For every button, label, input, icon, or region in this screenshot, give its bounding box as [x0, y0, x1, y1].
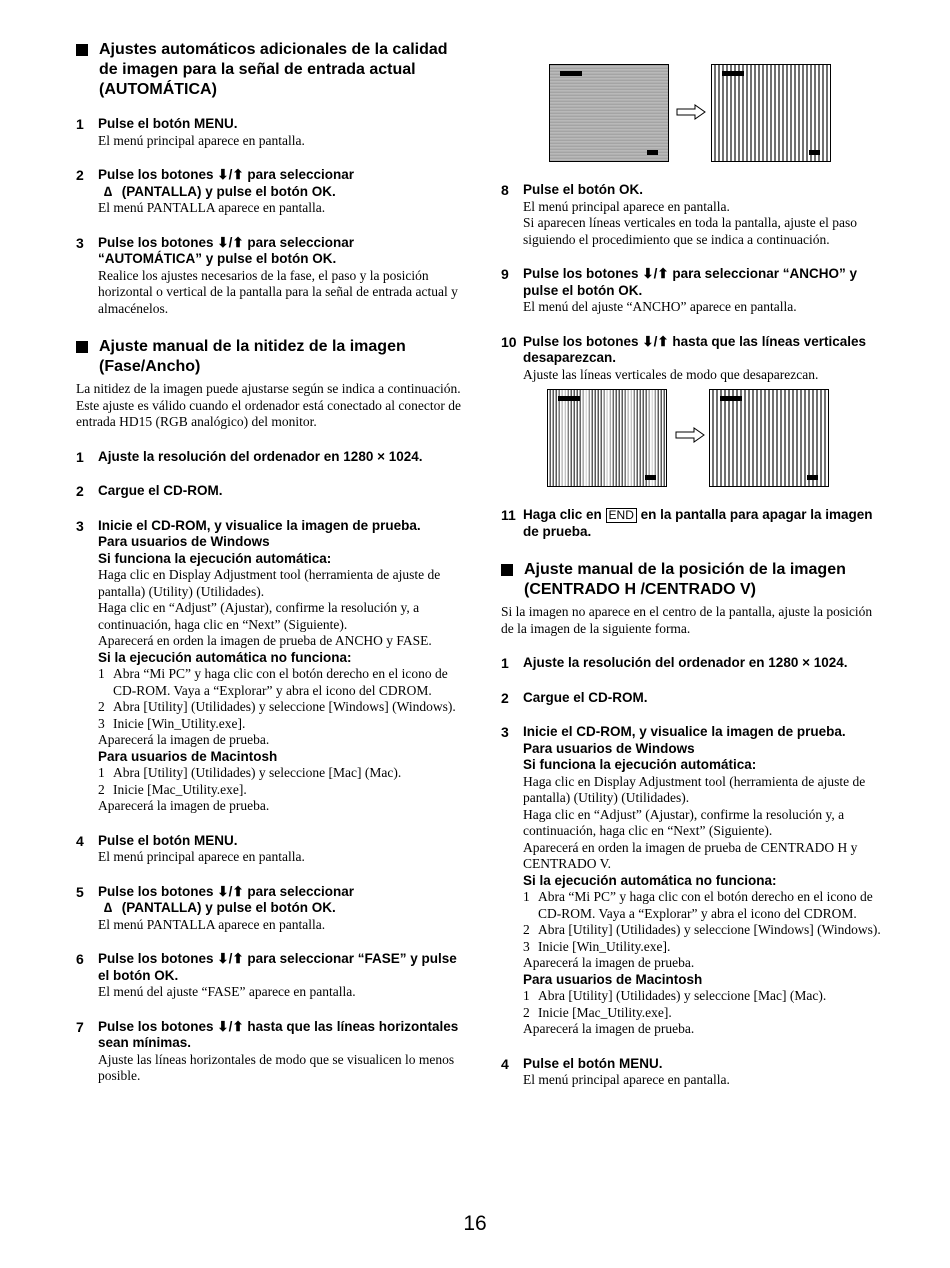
- section-heading-fase-ancho: Ajuste manual de la nitidez de la imagen (Fase/Ancho): [76, 337, 461, 377]
- step-item: 3 Inicie el CD-ROM, y visualice la imagen de prueba. Para usuarios de Windows Si funciona la ejecución automática: Haga clic en Display Adjustment tool (herramienta de ajuste de pantalla) (Utility) (Utilidades). Haga clic en “Adjust” (Ajustar), confirme la resolución y, a continuación, haga clic en “Next” (Siguiente). Aparecerá en orden la imagen de prueba de ANCHO y FASE. Si la ejecución automática no funciona: 1 Abra “Mi PC” y haga clic con el botón derecho en el icono de CD-ROM. Vaya a “Explorar” y abra el icono del CDROM. 2 Abra [Utility] (Utilidades) y seleccione [Windows] (Windows). 3 Inicie [Win_Utility.exe]. Aparecerá la imagen de prueba. Para usuarios de Macintosh 1 Abra [Utility] (Utilidades) y seleccione [Mac] (Mac). 2 Inicie [Mac_Utility.exe]. Aparecerá la imagen de prueba.: [76, 518, 461, 815]
- step-item: 7 Pulse los botones ⬇/⬆ hasta que las líneas horizontales sean mínimas. Ajuste las líneas horizontales de modo que se visualicen lo menos posible.: [76, 1018, 459, 1083]
- bullet-square-icon: [501, 564, 513, 576]
- step-item: 2 Pulse los botones ⬇/⬆ para seleccionar ∆ (PANTALLA) y pulse el botón OK. El menú PANTALLA aparece en pantalla.: [76, 167, 354, 215]
- list-item: 2 Abra [Utility] (Utilidades) y seleccione [Windows] (Windows).: [523, 922, 881, 937]
- down-up-arrows-icon: ⬇/⬆: [217, 951, 244, 966]
- step-item: 9 Pulse los botones ⬇/⬆ para seleccionar “ANCHO” y pulse el botón OK. El menú del ajuste “ANCHO” aparece en pantalla.: [501, 266, 857, 314]
- list-item: 1 Abra “Mi PC” y haga clic con el botón derecho en el icono de CD-ROM. Vaya a “Explorar” y abra el icono del CDROM.: [98, 666, 448, 698]
- left-column: [76, 40, 461, 1085]
- down-up-arrows-icon: ⬇/⬆: [217, 167, 244, 182]
- down-up-arrows-icon: ⬇/⬆: [642, 333, 669, 349]
- list-item: 1 Abra [Utility] (Utilidades) y seleccione [Mac] (Mac).: [98, 765, 402, 780]
- end-key: END: [606, 508, 637, 523]
- list-item: 1 Abra “Mi PC” y haga clic con el botón derecho en el icono de CD-ROM. Vaya a “Explorar” y abra el icono del CDROM.: [523, 889, 873, 921]
- end-button-mark: [809, 150, 820, 155]
- down-up-arrows-icon: ⬇/⬆: [642, 266, 669, 281]
- step-item: 3 Pulse los botones ⬇/⬆ para seleccionar “AUTOMÁTICA” y pulse el botón OK. Realice los ajustes necesarios de la fase, el paso y la posición horizontal o vertical de la pantalla para la señal de entrada actual y almacénelos.: [76, 234, 458, 316]
- test-pattern-label: [558, 396, 580, 401]
- test-pattern-label: [720, 396, 742, 401]
- right-arrow-icon: [675, 427, 705, 443]
- end-button-mark: [647, 150, 658, 155]
- step-item: 8 Pulse el botón OK. El menú principal aparece en pantalla. Si aparecen líneas verticales en toda la pantalla, ajuste el paso siguiendo el procedimiento que se indica a continuación.: [501, 182, 857, 247]
- test-image-pair-phase: [501, 62, 886, 164]
- test-image-before: [549, 64, 669, 162]
- section-intro: La nitidez de la imagen puede ajustarse según se indica a continuación. Este ajuste es válido cuando el ordenador está conectado al conector de entrada HD15 (RGB analógico) del monitor.: [76, 381, 461, 429]
- end-button-mark: [645, 475, 656, 480]
- test-image-pair-pitch: [501, 389, 886, 491]
- bullet-square-icon: [76, 341, 88, 353]
- test-pattern-label: [560, 71, 582, 76]
- page-number: 16: [463, 1212, 487, 1235]
- display-icon: ∆: [103, 183, 113, 199]
- list-item: 1 Abra [Utility] (Utilidades) y seleccione [Mac] (Mac).: [523, 988, 827, 1003]
- step-item: 5 Pulse los botones ⬇/⬆ para seleccionar ∆ (PANTALLA) y pulse el botón OK. El menú PANTALLA aparece en pantalla.: [76, 883, 354, 932]
- step-item: 2 Cargue el CD-ROM.: [501, 689, 648, 706]
- down-up-arrows-icon: ⬇/⬆: [217, 883, 244, 899]
- list-item: 3 Inicie [Win_Utility.exe].: [523, 938, 671, 954]
- display-icon: ∆: [103, 900, 113, 915]
- end-button-mark: [807, 475, 818, 480]
- bullet-square-icon: [76, 44, 88, 56]
- right-column: [501, 62, 886, 1089]
- step-item: 4 Pulse el botón MENU. El menú principal aparece en pantalla.: [501, 1055, 730, 1087]
- down-up-arrows-icon: ⬇/⬆: [217, 1018, 244, 1034]
- list-item: 3 Inicie [Win_Utility.exe].: [98, 715, 246, 731]
- step-item: 11 Haga clic en END en la pantalla para apagar la imagen de prueba.: [501, 507, 873, 539]
- test-pattern-label: [722, 71, 744, 76]
- step-item: 1 Ajuste la resolución del ordenador en 1280 × 1024.: [501, 655, 848, 671]
- test-image-before: [547, 389, 667, 487]
- list-item: 2 Inicie [Mac_Utility.exe].: [523, 1004, 672, 1020]
- test-image-after: [711, 64, 831, 162]
- right-arrow-icon: [676, 104, 706, 120]
- step-item: 4 Pulse el botón MENU. El menú principal aparece en pantalla.: [76, 832, 305, 864]
- list-item: 2 Abra [Utility] (Utilidades) y seleccione [Windows] (Windows).: [98, 699, 456, 714]
- step-item: 1 Pulse el botón MENU. El menú principal aparece en pantalla.: [76, 116, 305, 148]
- step-item: 3 Inicie el CD-ROM, y visualice la imagen de prueba. Para usuarios de Windows Si funciona la ejecución automática: Haga clic en Display Adjustment tool (herramienta de ajuste de pantalla) (Utility) (Utilidades). Haga clic en “Adjust” (Ajustar), confirme la resolución y, a continuación, haga clic en “Next” (Siguiente). Aparecerá en orden la imagen de prueba de CENTRADO H y CENTRADO V. Si la ejecución automática no funciona: 1 Abra “Mi PC” y haga clic con el botón derecho en el icono de CD-ROM. Vaya a “Explorar” y abra el icono del CDROM. 2 Abra [Utility] (Utilidades) y seleccione [Windows] (Windows). 3 Inicie [Win_Utility.exe]. Aparecerá la imagen de prueba. Para usuarios de Macintosh 1 Abra [Utility] (Utilidades) y seleccione [Mac] (Mac). 2 Inicie [Mac_Utility.exe]. Aparecerá la imagen de prueba.: [501, 724, 886, 1038]
- step-item: 6 Pulse los botones ⬇/⬆ para seleccionar “FASE” y pulse el botón OK. El menú del ajuste “FASE” aparece en pantalla.: [76, 951, 457, 999]
- section-intro: Si la imagen no aparece en el centro de la pantalla, ajuste la posición de la imagen de la siguiente forma.: [501, 604, 873, 636]
- step-item: 2 Cargue el CD-ROM.: [76, 483, 223, 499]
- list-item: 2 Inicie [Mac_Utility.exe].: [98, 781, 247, 797]
- test-image-after: [709, 389, 829, 487]
- down-up-arrows-icon: ⬇/⬆: [217, 234, 244, 250]
- section-heading-centrado: Ajuste manual de la posición de la imagen (CENTRADO H /CENTRADO V): [501, 560, 886, 600]
- section-heading-automatica: Ajustes automáticos adicionales de la calidad de imagen para la señal de entrada actual (AUTOMÁTICA): [76, 40, 461, 100]
- step-item: 10 Pulse los botones ⬇/⬆ hasta que las líneas verticales desaparezcan. Ajuste las líneas verticales de modo que desaparezcan.: [501, 333, 867, 382]
- step-item: 1 Ajuste la resolución del ordenador en 1280 × 1024.: [76, 448, 423, 465]
